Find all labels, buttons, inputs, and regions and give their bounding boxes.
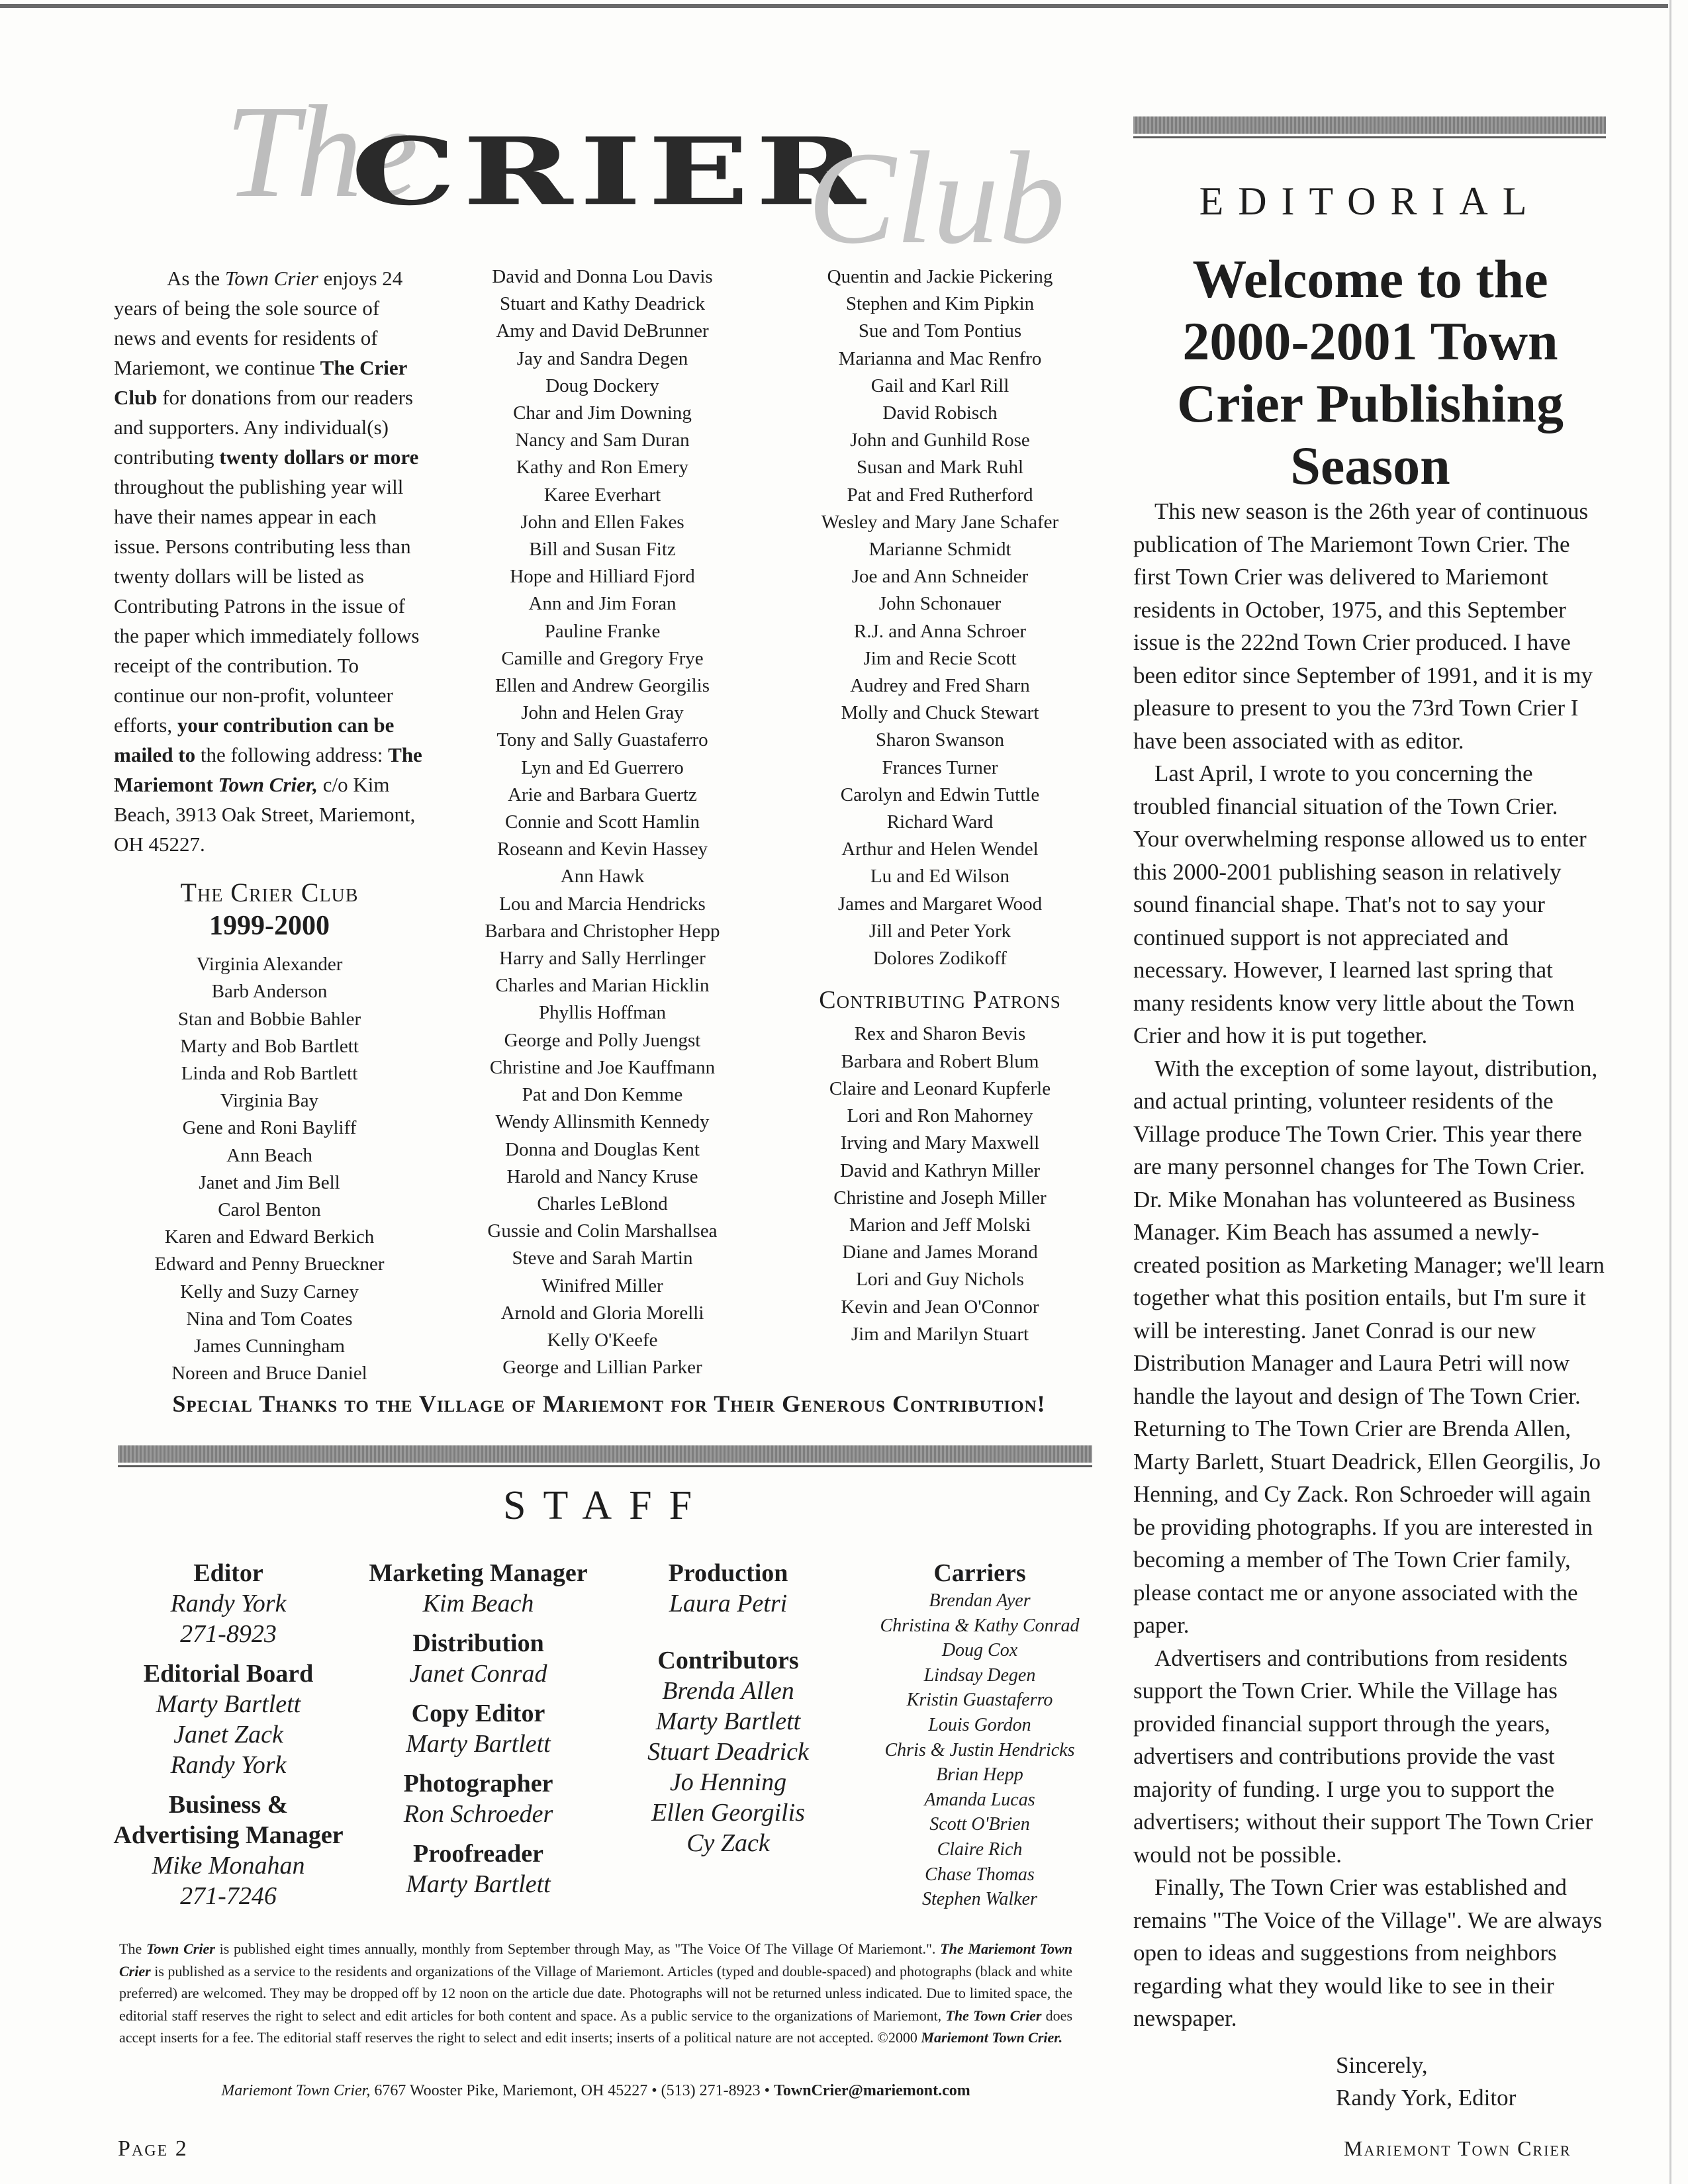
fine-print-run: Town Crier [146, 1940, 215, 1957]
member-name: Jay and Sandra Degen [516, 347, 688, 369]
club-intro-run: The Mariemont [114, 743, 422, 796]
staff-member: Randy York [170, 1590, 287, 1617]
carrier-name: Lindsay Degen [923, 1664, 1036, 1686]
masthead-crier: CRIER [351, 117, 872, 226]
staff-column-2 [361, 1558, 596, 1899]
address-name: Mariemont Town Crier, [221, 2082, 371, 2099]
editorial-divider-rule [1133, 136, 1606, 138]
staff-gap [113, 1649, 344, 1659]
member-name: Arthur and Helen Wendel [841, 839, 1039, 860]
editorial-headline: Welcome to the 2000-2001 Town Crier Publishing Season [1177, 249, 1564, 496]
club-intro-run: As the [167, 267, 225, 290]
publication-address [119, 2082, 1072, 2100]
member-name: Roseann and Kevin Hassey [496, 839, 708, 860]
staff-gap [361, 1689, 596, 1698]
staff-role: Marketing Manager [369, 1559, 588, 1587]
member-name: Virginia Bay [220, 1090, 319, 1112]
member-name: Sue and Tom Pontius [858, 320, 1022, 342]
member-name: Marianne Schmidt [868, 539, 1011, 561]
member-name: Connie and Scott Hamlin [505, 811, 700, 833]
staff-role: Editorial Board [143, 1660, 314, 1688]
carrier-name: Brendan Ayer [929, 1590, 1031, 1611]
staff-member: Janet Zack [173, 1721, 283, 1749]
member-name: Pat and Don Kemme [522, 1084, 683, 1106]
staff-role: Copy Editor [411, 1700, 545, 1727]
club-intro-run: for donations from our readers and supporters. Any individual(s) contributing [114, 386, 414, 469]
member-name: Quentin and Jackie Pickering [827, 266, 1053, 287]
patron-name: Rex and Sharon Bevis [854, 1023, 1026, 1045]
club-intro-run: enjoys 24 years of being the sole source of news and events for residents of Mariemont, we continue [114, 267, 403, 379]
patron-name: Kevin and Jean O'Connor [841, 1296, 1039, 1318]
club-names-list-3 [801, 263, 1079, 972]
patron-name: Claire and Leonard Kupferle [829, 1077, 1051, 1099]
club-intro-run: The Crier Club [114, 356, 407, 409]
carrier-name: Scott O'Brien [929, 1814, 1030, 1835]
member-name: Lou and Marcia Hendricks [499, 893, 706, 915]
club-intro-text [114, 263, 425, 859]
staff-gap [619, 1619, 837, 1645]
staff-gap [361, 1829, 596, 1839]
member-name: Charles LeBlond [537, 1193, 668, 1214]
staff-member: Marty Bartlett [406, 1870, 551, 1898]
staff-member: 271-7246 [180, 1882, 277, 1910]
staff-role: Business & [168, 1791, 289, 1819]
member-name: Arie and Barbara Guertz [508, 784, 697, 805]
member-name: Lu and Ed Wilson [870, 866, 1010, 887]
club-intro-run: the following address: [195, 743, 389, 766]
editorial-signature-block [1336, 2049, 1516, 2114]
staff-member: Marty Bartlett [406, 1730, 551, 1758]
member-name: Richard Ward [886, 811, 994, 833]
carrier-name: Doug Cox [941, 1640, 1018, 1661]
carrier-name: Claire Rich [937, 1839, 1023, 1860]
member-name: Susan and Mark Ruhl [856, 457, 1024, 478]
member-name: Steve and Sarah Martin [512, 1248, 693, 1269]
member-name: Phyllis Hoffman [539, 1002, 666, 1024]
member-name: Jim and Recie Scott [863, 647, 1017, 669]
editorial-divider-bar [1133, 116, 1606, 134]
member-name: Linda and Rob Bartlett [181, 1063, 358, 1085]
member-name: Hope and Hilliard Fjord [510, 566, 695, 588]
member-name: Nancy and Sam Duran [515, 430, 690, 451]
carrier-name: Stephen Walker [922, 1889, 1037, 1910]
member-name: David and Donna Lou Davis [492, 266, 713, 287]
member-name: Tony and Sally Guastaferro [496, 729, 708, 751]
staff-column-1 [113, 1558, 344, 1911]
patron-name: Barbara and Robert Blum [841, 1050, 1039, 1072]
member-name: Carol Benton [218, 1199, 321, 1221]
staff-column-3 [619, 1558, 837, 1858]
member-name: Donna and Douglas Kent [505, 1138, 700, 1160]
staff-role: Photographer [403, 1770, 553, 1797]
fine-print-run: is published as a service to the residents and organizations of the Village of Mariemont. Articles (typed and double-spaced) and photographs (black and white preferred) are welcomed. They may be dropped off by 12 noon on the article due date. Photographs will not be returned unless indicated. Due to limited space, the editorial staff reserves the right to select and edit articles for both content and space. As a public service to the organizations of Mariemont, [119, 1962, 1072, 2024]
staff-member: Marty Bartlett [156, 1690, 301, 1718]
staff-role: Editor [193, 1559, 263, 1587]
member-name: Sharon Swanson [875, 729, 1005, 751]
address-email: TownCrier@mariemont.com [774, 2082, 970, 2099]
staff-gap [361, 1759, 596, 1768]
member-name: Kathy and Ron Emery [516, 457, 689, 478]
carriers-heading: Carriers [933, 1559, 1026, 1587]
member-name: Lyn and Ed Guerrero [521, 756, 684, 778]
club-intro-run: c/o Kim Beach, 3913 Oak Street, Mariemont, OH 45227. [114, 773, 416, 856]
page-number: Page 2 [118, 2136, 188, 2161]
editorial-paragraph: Advertisers and contributions from residents support the Town Crier. While the Village has provided financial support through the years, advertisers and contributions provide the vast majority of funding. I urge you to support the advertisers; without their support The Town Crier would not be possible. [1133, 1645, 1593, 1868]
patron-name: Diane and James Morand [842, 1242, 1038, 1263]
member-name: John and Ellen Fakes [520, 511, 684, 533]
member-name: Jill and Peter York [868, 920, 1011, 942]
member-name: George and Lillian Parker [502, 1357, 702, 1379]
crier-club-year: 1999-2000 [209, 911, 330, 942]
staff-member: Mike Monahan [152, 1852, 305, 1880]
member-name: Christine and Joe Kauffmann [489, 1056, 716, 1078]
member-name: James Cunningham [194, 1336, 345, 1357]
club-intro-run: Town Crier [224, 267, 318, 290]
staff-member: 271-8923 [180, 1620, 277, 1648]
top-rule [0, 4, 1668, 8]
carrier-name: Brian Hepp [936, 1764, 1023, 1786]
club-intro-run: twenty dollars or more [219, 445, 419, 469]
publication-fine-print [119, 1938, 1072, 2049]
member-name: Camille and Gregory Frye [501, 647, 704, 669]
member-name: Ann and Jim Foran [528, 593, 677, 615]
masthead-club: Club [808, 125, 1065, 271]
member-name: John and Gunhild Rose [850, 430, 1030, 451]
patron-name: Christine and Joseph Miller [833, 1187, 1047, 1208]
crier-club-masthead [199, 79, 1065, 271]
fine-print-run: The Town Crier [945, 2007, 1042, 2024]
club-intro [114, 263, 425, 859]
member-name: Frances Turner [882, 756, 998, 778]
staff-member: Marty Bartlett [655, 1707, 801, 1735]
contributing-patrons-list [801, 1021, 1079, 1347]
member-name: John and Helen Gray [521, 702, 684, 724]
member-name: Nina and Tom Coates [186, 1308, 353, 1330]
club-names-list-1 [114, 951, 425, 1387]
carrier-name: Chase Thomas [925, 1864, 1035, 1885]
editorial-paragraph: Finally, The Town Crier was established and remains "The Voice of the Village". We are always open to ideas and suggestions from neighbors regarding what they would like to see in their newspaper. [1133, 1874, 1603, 2031]
member-name: Barbara and Christopher Hepp [485, 920, 720, 942]
patron-name: Jim and Marilyn Stuart [851, 1323, 1029, 1345]
member-name: Ellen and Andrew Georgilis [494, 675, 710, 697]
member-name: Wesley and Mary Jane Schafer [821, 511, 1059, 533]
page-edge-line [1669, 0, 1671, 2184]
member-name: Stan and Bobbie Bahler [177, 1008, 361, 1030]
member-name: Harold and Nancy Kruse [506, 1165, 698, 1187]
staff-role: Proofreader [413, 1840, 543, 1868]
special-thanks: Special Thanks to the Village of Mariemont for Their Generous Contribution! [172, 1390, 1046, 1417]
staff-member: Kim Beach [422, 1590, 534, 1617]
member-name: Gussie and Colin Marshallsea [487, 1220, 718, 1242]
staff-member: Randy York [170, 1751, 287, 1779]
staff-gap [361, 1619, 596, 1628]
member-name: Gail and Karl Rill [870, 375, 1009, 396]
fine-print-run: The Mariemont Town Crier [119, 1940, 1073, 1979]
club-names-list-2 [470, 263, 735, 1381]
fine-print-run: The [119, 1940, 146, 1957]
member-name: Dolores Zodikoff [873, 948, 1007, 970]
staff-member: Ellen Georgilis [651, 1799, 805, 1827]
staff-divider-bar [118, 1445, 1092, 1463]
editorial-signature: Randy York, Editor [1336, 2085, 1517, 2111]
carrier-name: Amanda Lucas [924, 1789, 1035, 1810]
member-name: Carolyn and Edwin Tuttle [840, 784, 1040, 805]
carrier-name: Louis Gordon [928, 1714, 1031, 1735]
staff-member: Stuart Deadrick [647, 1738, 809, 1766]
editorial-paragraph: This new season is the 26th year of continuous publication of The Mariemont Town Crier. The first Town Crier was delivered to Mariemont residents in October, 1975, and this September issue is the 222nd Town Crier produced. I have been editor since September of 1991, and it is my pleasure to present to you the 73rd Town Crier I have been associated with as editor. [1133, 498, 1593, 754]
staff-gap [113, 1780, 344, 1790]
member-name: Marianna and Mac Renfro [838, 347, 1042, 369]
member-name: Amy and David DeBrunner [496, 320, 709, 342]
staff-title: STAFF [503, 1483, 710, 1528]
member-name: Pauline Franke [544, 620, 661, 642]
member-name: Noreen and Bruce Daniel [171, 1363, 367, 1385]
patron-name: Lori and Ron Mahorney [847, 1105, 1033, 1127]
staff-member: Laura Petri [669, 1590, 788, 1617]
member-name: R.J. and Anna Schroer [853, 620, 1027, 642]
member-name: Marty and Bob Bartlett [180, 1035, 359, 1057]
club-intro-run: your contribution can be mailed to [114, 713, 395, 766]
member-name: Wendy Allinsmith Kennedy [495, 1111, 710, 1133]
member-name: George and Polly Juengst [504, 1029, 701, 1051]
member-name: Ann Beach [226, 1144, 312, 1166]
editorial-label: EDITORIAL [1199, 179, 1542, 223]
member-name: Stephen and Kim Pipkin [845, 293, 1035, 315]
staff-role: Production [668, 1559, 788, 1587]
masthead-the: The [225, 79, 416, 225]
staff-divider-rule [118, 1465, 1092, 1467]
address-details: 6767 Wooster Pike, Mariemont, OH 45227 • (513) 271-8923 • [370, 2082, 774, 2099]
staff-member: Brenda Allen [662, 1677, 794, 1705]
member-name: John Schonauer [878, 593, 1002, 615]
member-name: Pat and Fred Rutherford [847, 484, 1033, 506]
staff-member: Cy Zack [686, 1829, 770, 1857]
member-name: James and Margaret Wood [837, 893, 1043, 915]
member-name: Virginia Alexander [196, 954, 343, 976]
member-name: Arnold and Gloria Morelli [500, 1302, 704, 1324]
staff-member: Jo Henning [669, 1768, 787, 1796]
member-name: Stuart and Kathy Deadrick [499, 293, 706, 315]
staff-role: Distribution [412, 1629, 544, 1657]
club-column-3 [801, 263, 1079, 1348]
staff-role: Contributors [657, 1647, 799, 1674]
staff-member: Janet Conrad [409, 1660, 547, 1688]
member-name: Ann Hawk [560, 866, 645, 887]
editorial-body [1133, 495, 1606, 2035]
member-name: Charles and Marian Hicklin [495, 975, 710, 997]
patron-name: David and Kathryn Miller [839, 1160, 1040, 1181]
fine-print-run: Mariemont Town Crier. [921, 2029, 1063, 2046]
editorial-paragraph: With the exception of some layout, distribution, and actual printing, volunteer residents of the Village produce The Town Crier. This year there are many personnel changes for The Town Crier. Dr. Mike Monahan has volunteered as Business Manager. Kim Beach has assumed a newly-created position as Marketing Manager; we'll learn together what this position entails, but I'm sure it will be interesting. Janet Conrad is our new Distribution Manager and Laura Petri will now handle the layout and design of The Town Crier. Returning to The Town Crier are Brenda Allen, Marty Barlett, Stuart Deadrick, Ellen Georgilis, Jo Henning, and Cy Zack. Ron Schroeder will again be providing photographs. If you are interested in becoming a member of The Town Crier family, please contact me or anyone associated with the paper. [1133, 1055, 1605, 1638]
carriers-list [864, 1588, 1096, 1912]
club-intro-run: Town Crier, [218, 773, 318, 796]
patron-name: Irving and Mary Maxwell [840, 1132, 1040, 1154]
patron-name: Lori and Guy Nichols [856, 1269, 1024, 1291]
staff-carriers [864, 1558, 1096, 1912]
member-name: Kelly O'Keefe [547, 1329, 658, 1351]
member-name: Bill and Susan Fitz [529, 539, 676, 561]
staff-member: Ron Schroeder [403, 1800, 553, 1828]
member-name: Edward and Penny Brueckner [154, 1253, 385, 1275]
club-column-1 [114, 263, 425, 1387]
member-name: Karee Everhart [543, 484, 661, 506]
staff-role: Advertising Manager [113, 1821, 344, 1849]
member-name: Karen and Edward Berkich [164, 1226, 375, 1248]
member-name: Barb Anderson [211, 981, 328, 1003]
member-name: Molly and Chuck Stewart [841, 702, 1039, 724]
editorial-closing: Sincerely, [1336, 2052, 1428, 2078]
member-name: Kelly and Suzy Carney [180, 1281, 359, 1302]
fine-print-run: does accept inserts for a fee. The editorial staff reserves the right to select and edit inserts; inserts of a political nature are not accepted. ©2000 [119, 2007, 1073, 2046]
member-name: Char and Jim Downing [513, 402, 692, 424]
member-name: Gene and Roni Bayliff [182, 1117, 357, 1139]
member-name: Audrey and Fred Sharn [850, 675, 1030, 697]
patron-name: Marion and Jeff Molski [849, 1214, 1031, 1236]
member-name: Doug Dockery [545, 375, 659, 396]
member-name: Joe and Ann Schneider [851, 566, 1029, 588]
carrier-name: Christina & Kathy Conrad [880, 1615, 1080, 1636]
member-name: David Robisch [882, 402, 998, 424]
crier-club-heading: The Crier Club [180, 878, 359, 907]
carrier-name: Kristin Guastaferro [906, 1690, 1053, 1711]
editorial-paragraph: Last April, I wrote to you concerning the troubled financial situation of the Town Crier. Your overwhelming response allowed us to enter this 2000-2001 publishing season in relatively sound financial shape. That's not to say your continued support is not appreciated and necessary. However, I learned last spring that many residents know very little about the Town Crier and how it is put together. [1133, 760, 1587, 1048]
club-intro-run: throughout the publishing year will have their names appear in each issue. Persons contributing less than twenty dollars will be listed as Contributing Patrons in the issue of the paper which immediately follows receipt of the contribution. To continue our non-profit, volunteer efforts, [114, 475, 420, 737]
member-name: Winifred Miller [541, 1275, 663, 1297]
member-name: Janet and Jim Bell [199, 1171, 340, 1193]
contributing-patrons-heading: Contributing Patrons [819, 986, 1061, 1015]
carrier-name: Chris & Justin Hendricks [884, 1739, 1075, 1760]
publication-footer-name: Mariemont Town Crier [1344, 2136, 1571, 2160]
fine-print-run: is published eight times annually, monthly from September through May, as "The Voice Of The Village Of Mariemont.". [214, 1940, 941, 1957]
member-name: Harry and Sally Herrlinger [499, 948, 706, 970]
club-column-2 [470, 263, 735, 1381]
